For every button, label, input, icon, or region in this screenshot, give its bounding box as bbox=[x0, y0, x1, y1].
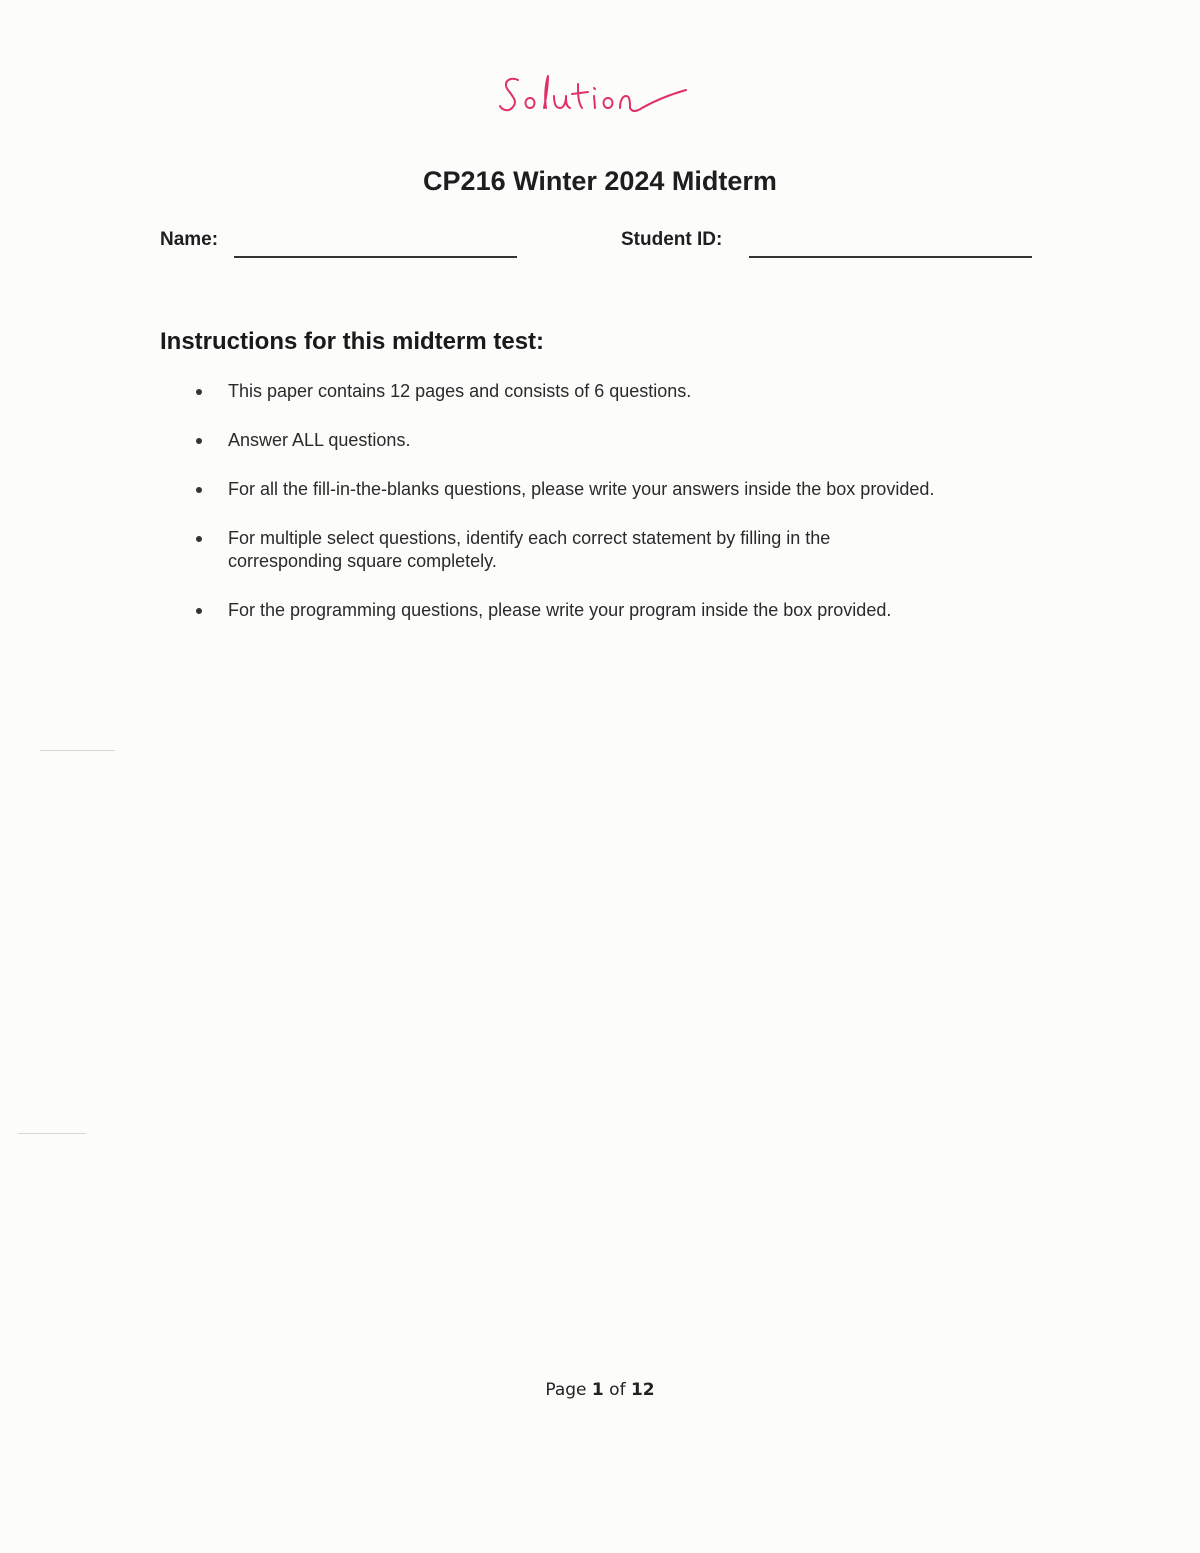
instruction-item bbox=[190, 380, 1070, 403]
page-footer bbox=[0, 1380, 1200, 1400]
bullet-icon bbox=[196, 536, 202, 542]
instruction-item bbox=[190, 599, 1070, 622]
name-field[interactable] bbox=[234, 256, 517, 258]
instruction-text: For all the fill-in-the-blanks questions, please write your answers inside the box provided. bbox=[228, 479, 935, 499]
bullet-icon bbox=[196, 487, 202, 493]
bullet-icon bbox=[196, 389, 202, 395]
instruction-text: For the programming questions, please write your program inside the box provided. bbox=[228, 600, 892, 620]
instruction-text: This paper contains 12 pages and consists of 6 questions. bbox=[228, 381, 692, 401]
current-page-number: 1 bbox=[591, 1380, 604, 1400]
instruction-item bbox=[190, 429, 1070, 452]
exam-title: CP216 Winter 2024 Midterm bbox=[423, 166, 777, 196]
student-id-field[interactable] bbox=[749, 256, 1032, 258]
bullet-icon bbox=[196, 438, 202, 444]
instruction-item bbox=[190, 478, 1070, 501]
name-label: Name: bbox=[160, 229, 219, 250]
student-id-label: Student ID: bbox=[621, 229, 723, 250]
scan-artifact bbox=[18, 1133, 86, 1134]
instruction-item bbox=[190, 527, 948, 573]
scan-artifact bbox=[40, 750, 115, 751]
instruction-text: Answer ALL questions. bbox=[228, 430, 411, 450]
instruction-text: For multiple select questions, identify each correct statement by filling in the corresponding square completely. bbox=[228, 528, 831, 571]
bullet-icon bbox=[196, 608, 202, 614]
total-pages-number: 12 bbox=[630, 1380, 655, 1400]
instructions-list bbox=[190, 380, 1070, 648]
handwritten-solution-annotation bbox=[496, 68, 696, 128]
instructions-heading: Instructions for this midterm test: bbox=[160, 328, 545, 355]
of-word: of bbox=[609, 1380, 626, 1400]
page-word: Page bbox=[545, 1380, 587, 1400]
